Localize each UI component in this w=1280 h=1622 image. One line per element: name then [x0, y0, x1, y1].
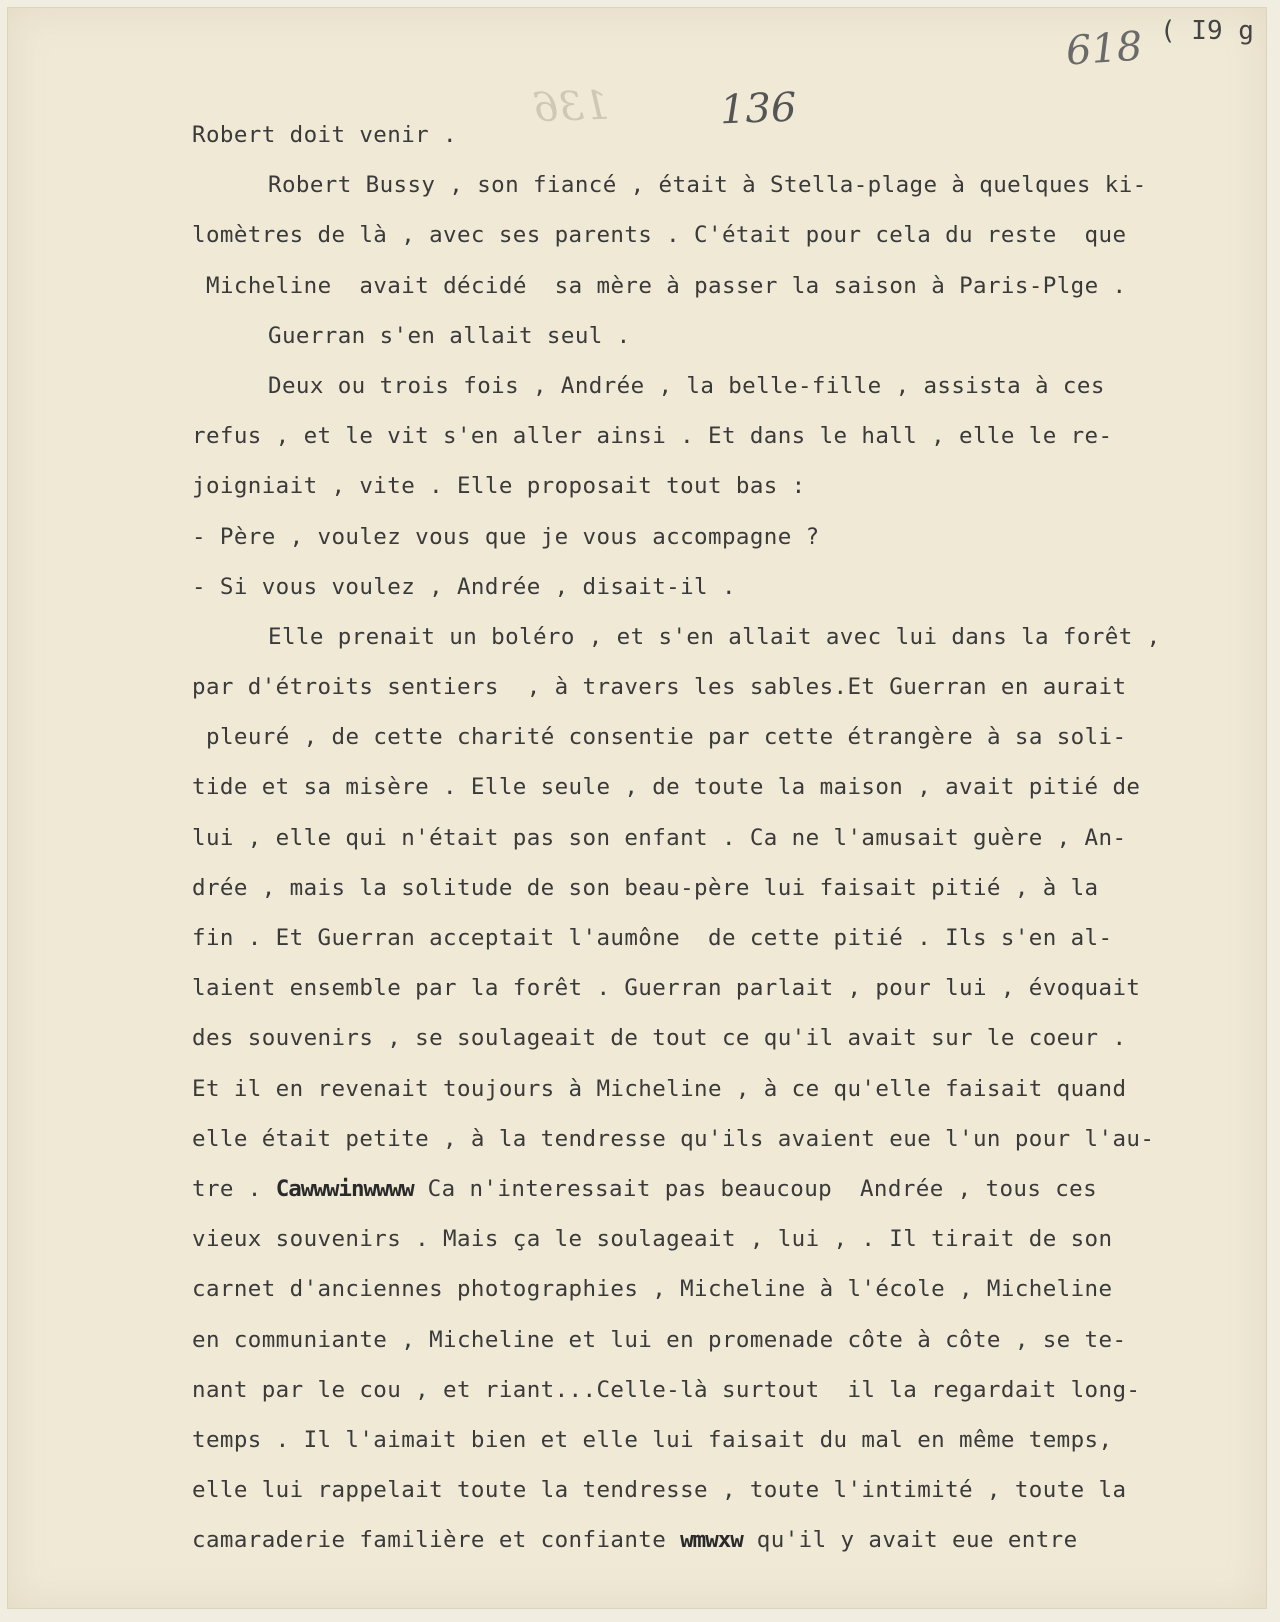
text-line: lui , elle qui n'était pas son enfant . Ca ne l'amusait guère , An- [192, 824, 1127, 851]
text-line: Guerran s'en allait seul . [268, 322, 631, 349]
text-line: laient ensemble par la forêt . Guerran parlait , pour lui , évoquait [192, 975, 1141, 1002]
text-line: joigniait , vite . Elle proposait tout bas : [192, 473, 806, 500]
handwritten-page-number: 136 [719, 84, 798, 134]
body-text [192, 110, 1252, 1565]
text-line [192, 1515, 1252, 1565]
text-line: Et il en revenait toujours à Micheline , à ce qu'elle faisait quand [192, 1075, 1127, 1102]
text-segment: Ca n'interessait pas beaucoup Andrée , tous ces [413, 1175, 1098, 1202]
text-line: tide et sa misère . Elle seule , de toute la maison , avait pitié de [192, 774, 1141, 801]
text-line: en communiante , Micheline et lui en promenade côte à côte , se te- [192, 1326, 1127, 1353]
text-line: refus , et le vit s'en aller ainsi . Et dans le hall , elle le re- [192, 423, 1113, 450]
text-line: Elle prenait un boléro , et s'en allait avec lui dans la forêt , [268, 623, 1161, 650]
text-line: elle était petite , à la tendresse qu'ils avaient eue l'un pour l'au- [192, 1125, 1155, 1152]
typewritten-page [8, 8, 1266, 1608]
text-segment: qu'il y avait eue entre [742, 1527, 1078, 1554]
text-line: Micheline avait décidé sa mère à passer la saison à Paris-Plge . [206, 272, 1127, 299]
text-line: drée , mais la solitude de son beau-père lui faisait pitié , à la [192, 874, 1099, 901]
text-segment: camaraderie familière et confiante [192, 1527, 681, 1554]
text-line: fin . Et Guerran acceptait l'aumône de cette pitié . Ils s'en al- [192, 925, 1113, 951]
text-line: pleuré , de cette charité consentie par cette étrangère à sa soli- [206, 724, 1127, 751]
text-line: par d'étroits sentiers , à travers les sables.Et Guerran en aurait [192, 674, 1127, 701]
text-line: temps . Il l'aimait bien et elle lui faisait du mal en même temps, [192, 1426, 1113, 1453]
text-line: Robert doit venir . [192, 122, 457, 148]
text-line: nant par le cou , et riant...Celle-là surtout il la regardait long- [192, 1376, 1141, 1403]
text-segment: tre . [192, 1175, 276, 1202]
text-line: Robert Bussy , son fiancé , était à Stella-plage à quelques ki- [268, 172, 1147, 199]
text-line [192, 1164, 1252, 1214]
text-line: Deux ou trois fois , Andrée , la belle-fille , assista à ces [268, 372, 1105, 399]
text-line: carnet d'anciennes photographies , Micheline à l'école , Micheline [192, 1276, 1113, 1303]
text-line: vieux souvenirs . Mais ça le soulageait , lui , . Il tirait de son [192, 1226, 1113, 1253]
typed-folio-code: ( I9 g [1160, 16, 1254, 46]
page-number-ghost: 136 [532, 82, 611, 132]
text-line: lomètres de là , avec ses parents . C'était pour cela du reste que [192, 222, 1127, 249]
text-line: elle lui rappelait toute la tendresse , toute l'intimité , toute la [192, 1477, 1127, 1504]
text-line: - Père , voulez vous que je vous accompagne ? [192, 523, 820, 550]
text-line: - Si vous voulez , Andrée , disait-il . [192, 573, 736, 600]
struck-typing: Cawwwinwwww [275, 1175, 414, 1202]
text-line: des souvenirs , se soulageait de tout ce qu'il avait sur le coeur . [192, 1025, 1127, 1052]
handwritten-folio-number: 618 [1064, 23, 1144, 75]
struck-typing: wmwxw [680, 1527, 743, 1554]
